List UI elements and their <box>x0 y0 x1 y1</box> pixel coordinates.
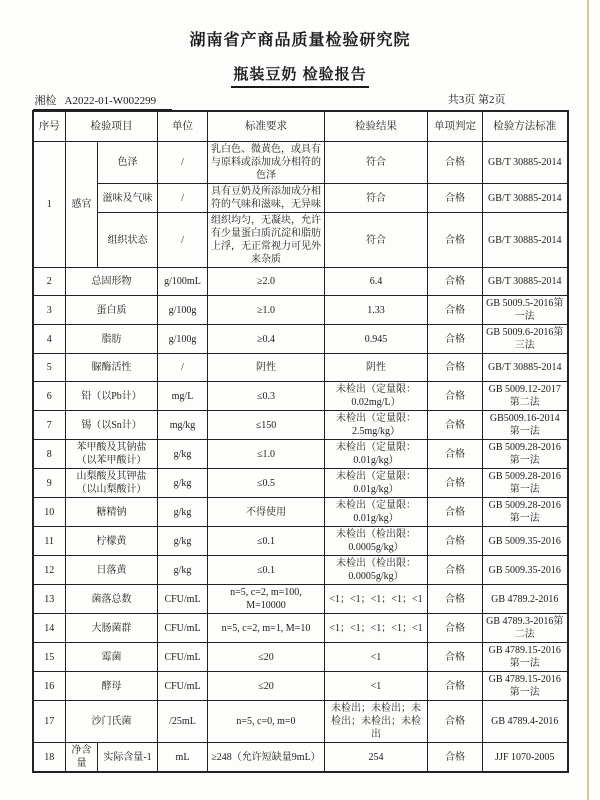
cell-judgement: 合格 <box>428 142 483 184</box>
cell-requirement: 组织均匀，无凝块，允许有少量蛋白质沉淀和脂肪上浮，无正常视力可见外来杂质 <box>208 213 325 268</box>
table-row <box>33 701 568 743</box>
cell-judgement: 合格 <box>428 268 483 296</box>
cell-result: 254 <box>325 743 428 773</box>
cell-item: 沙门氏菌 <box>66 701 158 743</box>
cell-method: GB5009.16-2014第一法 <box>483 411 568 440</box>
cell-unit: / <box>158 184 208 213</box>
cell-judgement: 合格 <box>428 743 483 773</box>
col-header-seq: 序号 <box>33 111 66 142</box>
cell-unit: g/100g <box>158 296 208 325</box>
cell-item: 大肠菌群 <box>66 614 158 643</box>
cell-unit: mg/L <box>158 382 208 411</box>
cell-seq: 17 <box>33 701 66 743</box>
cell-unit: / <box>158 354 208 382</box>
table-row <box>33 142 568 184</box>
cell-requirement: 具有豆奶及所添加成分相符的气味和滋味，无异味 <box>208 184 325 213</box>
table-row <box>33 213 568 268</box>
table-row <box>33 614 568 643</box>
cell-unit: CFU/mL <box>158 585 208 614</box>
cell-method: GB 5009.28-2016 第一法 <box>483 469 568 498</box>
cell-judgement: 合格 <box>428 325 483 354</box>
cell-result: <1；<1；<1；<1；<1 <box>325 585 428 614</box>
cell-unit: g/kg <box>158 556 208 585</box>
cell-item: 糖精钠 <box>66 498 158 527</box>
cell-requirement: 阴性 <box>208 354 325 382</box>
cell-result: 未检出（检出限：0.0005g/kg） <box>325 527 428 556</box>
cell-item: 滋味及气味 <box>98 184 158 213</box>
cell-requirement: ≤150 <box>208 411 325 440</box>
cell-method: GB/T 30885-2014 <box>483 142 568 184</box>
cell-judgement: 合格 <box>428 296 483 325</box>
cell-seq: 11 <box>33 527 66 556</box>
cell-item-group: 净含量 <box>66 743 98 773</box>
cell-method: GB 5009.6-2016第三法 <box>483 325 568 354</box>
cell-unit: g/kg <box>158 527 208 556</box>
report-info-row <box>33 94 568 110</box>
table-row <box>33 296 568 325</box>
report-number-value: A2022-01-W002299 <box>64 95 157 107</box>
cell-seq: 2 <box>33 268 66 296</box>
table-row <box>33 411 568 440</box>
cell-requirement: n=5, c=2, m=1, M=10 <box>208 614 325 643</box>
cell-method: GB 5009.35-2016 <box>483 556 568 585</box>
cell-item: 组织状态 <box>98 213 158 268</box>
cell-result: 未检出（定量限：0.01g/kg） <box>325 469 428 498</box>
cell-method: GB 4789.15-2016第一法 <box>483 643 568 672</box>
cell-requirement: ≤0.3 <box>208 382 325 411</box>
cell-method: GB 5009.28-2016 第一法 <box>483 440 568 469</box>
cell-judgement: 合格 <box>428 498 483 527</box>
scan-page-edge <box>587 0 589 800</box>
cell-result: 6.4 <box>325 268 428 296</box>
cell-method: GB 5009.35-2016 <box>483 527 568 556</box>
cell-seq: 16 <box>33 672 66 701</box>
cell-unit: g/100g <box>158 325 208 354</box>
cell-seq: 7 <box>33 411 66 440</box>
col-header-method: 检验方法标准 <box>483 111 568 142</box>
cell-requirement: ≤0.1 <box>208 556 325 585</box>
cell-unit: g/kg <box>158 469 208 498</box>
col-header-unit: 单位 <box>158 111 208 142</box>
cell-result: 符合 <box>325 142 428 184</box>
report-number <box>33 95 173 110</box>
cell-seq: 14 <box>33 614 66 643</box>
cell-requirement: ≤0.5 <box>208 469 325 498</box>
cell-requirement: ≤1.0 <box>208 440 325 469</box>
cell-requirement: n=5, c=0, m=0 <box>208 701 325 743</box>
cell-seq: 3 <box>33 296 66 325</box>
cell-result: 未检出（定量限：0.02mg/L） <box>325 382 428 411</box>
cell-judgement: 合格 <box>428 556 483 585</box>
cell-requirement: ≤0.1 <box>208 527 325 556</box>
cell-seq: 6 <box>33 382 66 411</box>
cell-result: 未检出（定量限：2.5mg/kg） <box>325 411 428 440</box>
cell-unit: / <box>158 142 208 184</box>
cell-item: 色泽 <box>98 142 158 184</box>
cell-result: 未检出（定量限：0.01g/kg） <box>325 440 428 469</box>
cell-unit: CFU/mL <box>158 643 208 672</box>
cell-result: <1 <box>325 643 428 672</box>
table-row <box>33 184 568 213</box>
table-row <box>33 382 568 411</box>
cell-seq: 4 <box>33 325 66 354</box>
cell-item: 实际含量-1 <box>98 743 158 773</box>
cell-item: 总固形物 <box>66 268 158 296</box>
cell-unit: CFU/mL <box>158 672 208 701</box>
cell-seq: 9 <box>33 469 66 498</box>
cell-result: 未检出（检出限：0.0005g/kg） <box>325 556 428 585</box>
table-header-row <box>33 111 568 142</box>
cell-result: 符合 <box>325 184 428 213</box>
cell-item-group: 感官 <box>66 142 98 268</box>
cell-result: 符合 <box>325 213 428 268</box>
table-row <box>33 498 568 527</box>
cell-unit: g/kg <box>158 498 208 527</box>
cell-method: GB/T 30885-2014 <box>483 354 568 382</box>
table-row <box>33 527 568 556</box>
cell-requirement: 不得使用 <box>208 498 325 527</box>
cell-result: 阴性 <box>325 354 428 382</box>
cell-method: GB 5009.28-2016 第一法 <box>483 498 568 527</box>
cell-item: 蛋白质 <box>66 296 158 325</box>
cell-method: GB 4789.2-2016 <box>483 585 568 614</box>
cell-result: 未检出；未检出；未检出；未检出；未检出 <box>325 701 428 743</box>
table-row <box>33 743 568 773</box>
cell-unit: mg/kg <box>158 411 208 440</box>
cell-item: 柠檬黄 <box>66 527 158 556</box>
inspection-table <box>32 110 569 773</box>
cell-requirement: ≤20 <box>208 643 325 672</box>
table-row <box>33 268 568 296</box>
cell-requirement: ≥1.0 <box>208 296 325 325</box>
col-header-item: 检验项目 <box>66 111 158 142</box>
cell-method: JJF 1070-2005 <box>483 743 568 773</box>
cell-judgement: 合格 <box>428 469 483 498</box>
cell-method: GB/T 30885-2014 <box>483 184 568 213</box>
cell-seq: 1 <box>33 142 66 268</box>
cell-judgement: 合格 <box>428 354 483 382</box>
cell-requirement: 乳白色、微黄色，或具有与原料或添加成分相符的色泽 <box>208 142 325 184</box>
cell-unit: g/kg <box>158 440 208 469</box>
table-row <box>33 354 568 382</box>
cell-seq: 8 <box>33 440 66 469</box>
report-subtitle <box>0 63 600 88</box>
cell-seq: 5 <box>33 354 66 382</box>
cell-judgement: 合格 <box>428 672 483 701</box>
table-row <box>33 440 568 469</box>
cell-result: <1；<1；<1；<1；<1 <box>325 614 428 643</box>
cell-result: 0.945 <box>325 325 428 354</box>
table-row <box>33 585 568 614</box>
cell-judgement: 合格 <box>428 213 483 268</box>
table-row <box>33 556 568 585</box>
cell-seq: 13 <box>33 585 66 614</box>
cell-seq: 15 <box>33 643 66 672</box>
cell-method: GB 5009.12-2017 第二法 <box>483 382 568 411</box>
cell-judgement: 合格 <box>428 411 483 440</box>
cell-result: 未检出（定量限：0.01g/kg） <box>325 498 428 527</box>
table-row <box>33 643 568 672</box>
cell-seq: 12 <box>33 556 66 585</box>
cell-unit: / <box>158 213 208 268</box>
page-indicator: 共3页 第2页 <box>447 94 506 106</box>
cell-judgement: 合格 <box>428 527 483 556</box>
cell-judgement: 合格 <box>428 382 483 411</box>
cell-item: 霉菌 <box>66 643 158 672</box>
cell-judgement: 合格 <box>428 614 483 643</box>
cell-item: 日落黄 <box>66 556 158 585</box>
cell-requirement: n=5, c=2, m=100, M=10000 <box>208 585 325 614</box>
cell-unit: mL <box>158 743 208 773</box>
cell-method: GB 4789.4-2016 <box>483 701 568 743</box>
cell-item: 山梨酸及其钾盐（以山梨酸计） <box>66 469 158 498</box>
cell-item: 铅（以Pb计） <box>66 382 158 411</box>
cell-item: 脂肪 <box>66 325 158 354</box>
cell-method: GB 5009.5-2016第一法 <box>483 296 568 325</box>
cell-item: 苯甲酸及其钠盐（以苯甲酸计） <box>66 440 158 469</box>
cell-method: GB 4789.3-2016第二法 <box>483 614 568 643</box>
cell-item: 锡（以Sn计） <box>66 411 158 440</box>
cell-judgement: 合格 <box>428 440 483 469</box>
cell-item: 菌落总数 <box>66 585 158 614</box>
cell-item: 酵母 <box>66 672 158 701</box>
report-number-label: 湘检 <box>34 95 57 107</box>
cell-seq: 18 <box>33 743 66 773</box>
cell-method: GB 4789.15-2016第一法 <box>483 672 568 701</box>
cell-judgement: 合格 <box>428 701 483 743</box>
cell-result: <1 <box>325 672 428 701</box>
col-header-requirement: 标准要求 <box>208 111 325 142</box>
page-title: 湖南省产商品质量检验研究院 <box>189 32 411 49</box>
table-row <box>33 672 568 701</box>
cell-method: GB/T 30885-2014 <box>483 268 568 296</box>
cell-unit: /25mL <box>158 701 208 743</box>
cell-requirement: ≤20 <box>208 672 325 701</box>
cell-result: 1.33 <box>325 296 428 325</box>
cell-judgement: 合格 <box>428 585 483 614</box>
cell-judgement: 合格 <box>428 643 483 672</box>
report-subtitle-text: 瓶装豆奶 检验报告 <box>231 63 368 88</box>
cell-method: GB/T 30885-2014 <box>483 213 568 268</box>
cell-unit: g/100mL <box>158 268 208 296</box>
cell-unit: CFU/mL <box>158 614 208 643</box>
table-row <box>33 469 568 498</box>
cell-requirement: ≥2.0 <box>208 268 325 296</box>
cell-item: 脲酶活性 <box>66 354 158 382</box>
col-header-judgement: 单项判定 <box>428 111 483 142</box>
cell-requirement: ≥248（允许短缺量9mL） <box>208 743 325 773</box>
cell-seq: 10 <box>33 498 66 527</box>
col-header-result: 检验结果 <box>325 111 428 142</box>
cell-judgement: 合格 <box>428 184 483 213</box>
table-row <box>33 325 568 354</box>
cell-requirement: ≥0.4 <box>208 325 325 354</box>
